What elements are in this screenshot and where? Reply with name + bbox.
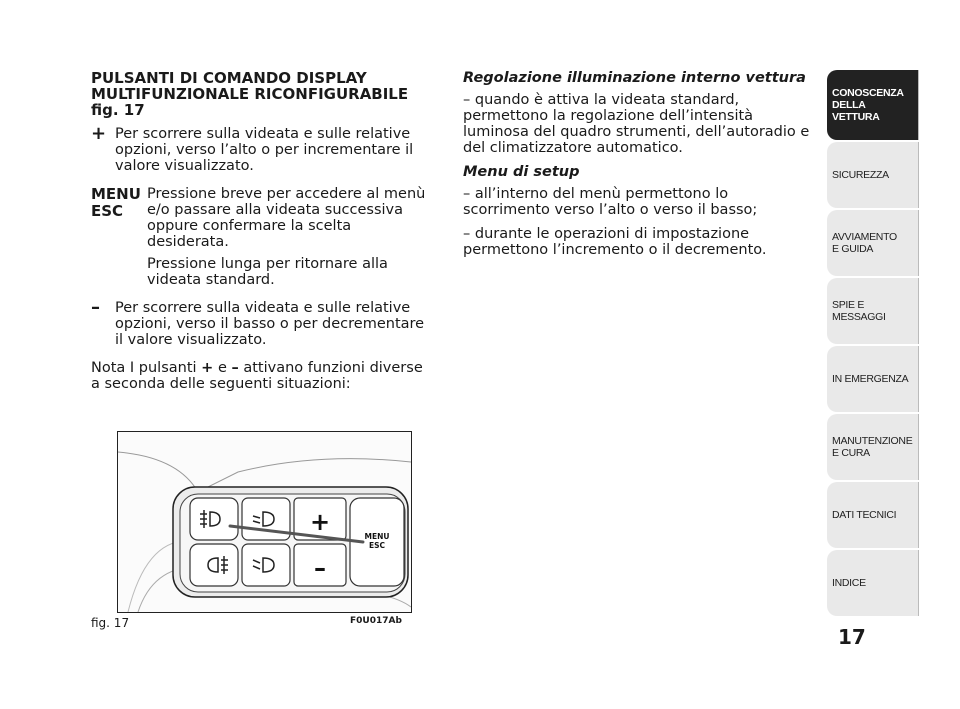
section-title bbox=[91, 70, 436, 118]
plus-description: Per scorrere sulla videata e sulle relative opzioni, verso l’alto o per incrementare il valore visualizzato. bbox=[115, 126, 414, 174]
subheading-setup-menu: Menu di setup bbox=[463, 164, 580, 180]
paragraph-setup-increment: – durante le operazioni di impostazione permettono l’incremento o il decremento. bbox=[463, 226, 767, 258]
note-text-start: Nota I pulsanti bbox=[91, 360, 197, 376]
chapter-tab-label: MANUTENZIONE E CURA bbox=[832, 435, 913, 459]
lights-button bbox=[242, 544, 290, 586]
chapter-tab[interactable] bbox=[827, 550, 919, 616]
note-minus-symbol: – bbox=[231, 360, 239, 376]
rear-fog-button bbox=[190, 544, 238, 586]
page-number: 17 bbox=[838, 625, 866, 649]
paragraph-illumination: – quando è attiva la videata standard, permettono la regolazione dell’intensità luminosa del quadro strumenti, dell’autoradio e del climatizzatore automatico. bbox=[463, 92, 810, 156]
chapter-tabs bbox=[827, 70, 919, 618]
minus-item bbox=[91, 297, 436, 354]
chapter-tab[interactable] bbox=[827, 346, 919, 412]
figure-minus-label: – bbox=[314, 554, 326, 582]
chapter-tab-label: AVVIAMENTO E GUIDA bbox=[832, 231, 897, 255]
minus-description: Per scorrere sulla videata e sulle relative opzioni, verso il basso o per decrementare il valore visualizzato. bbox=[115, 300, 425, 348]
chapter-tab[interactable] bbox=[827, 210, 919, 276]
chapter-tab[interactable] bbox=[827, 70, 919, 140]
figure-caption: fig. 17 bbox=[91, 616, 130, 630]
figure-reference: fig. 17 bbox=[91, 101, 145, 119]
chapter-tab-label: DATI TECNICI bbox=[832, 509, 897, 521]
paragraph-setup-scroll: – all’interno del menù permettono lo scorrimento verso l’alto o verso il basso; bbox=[463, 186, 758, 218]
figure-code: F0U017Ab bbox=[350, 616, 402, 626]
button-panel-drawing bbox=[118, 432, 411, 612]
menu-long-press-description: Pressione lunga per ritornare alla videata standard. bbox=[147, 256, 388, 288]
figure-plus-label: + bbox=[309, 508, 331, 536]
subheading-illumination: Regolazione illuminazione interno vettura bbox=[463, 70, 806, 86]
chapter-tab[interactable] bbox=[827, 414, 919, 480]
left-column bbox=[91, 70, 436, 392]
note-text-end: attivano funzioni diverse a seconda delle seguenti situazioni: bbox=[91, 360, 423, 392]
menu-short-press-description: Pressione breve per accedere al menù e/o passare alla videata successiva oppure confermare la scelta desiderata. bbox=[147, 186, 426, 250]
chapter-tab[interactable] bbox=[827, 142, 919, 208]
chapter-tab[interactable] bbox=[827, 278, 919, 344]
chapter-tab-label: SPIE E MESSAGGI bbox=[832, 299, 886, 323]
figure-esc-label: ESC bbox=[368, 541, 386, 550]
chapter-tab-label: IN EMERGENZA bbox=[832, 373, 909, 385]
chapter-tab-label: INDICE bbox=[832, 577, 866, 589]
plus-symbol: + bbox=[91, 123, 107, 144]
dashboard-button-illustration bbox=[117, 431, 412, 613]
chapter-tab-label: SICUREZZA bbox=[832, 169, 889, 181]
right-column bbox=[463, 70, 813, 266]
section-title-text: PULSANTI DI COMANDO DISPLAY MULTIFUNZIONALE RICONFIGURABILE bbox=[91, 69, 409, 103]
minus-symbol: – bbox=[91, 297, 100, 318]
figure-menu-label: MENU bbox=[364, 532, 390, 541]
front-fog-button bbox=[190, 498, 238, 540]
menu-esc-item bbox=[91, 186, 436, 294]
chapter-tab[interactable] bbox=[827, 482, 919, 548]
note-text-mid: e bbox=[217, 360, 227, 376]
note-plus-symbol: + bbox=[201, 360, 214, 376]
chapter-tab-label: CONOSCENZA DELLA VETTURA bbox=[832, 87, 904, 123]
plus-item bbox=[91, 123, 436, 180]
menu-esc-symbol: MENU ESC bbox=[91, 185, 141, 220]
note-paragraph bbox=[91, 360, 436, 392]
